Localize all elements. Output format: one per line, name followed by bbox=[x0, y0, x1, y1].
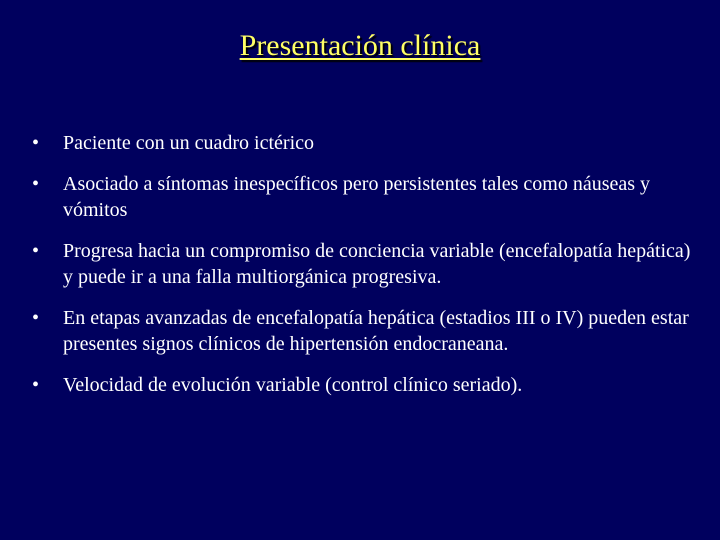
bullet-item bbox=[32, 372, 702, 398]
bullet-list bbox=[32, 130, 702, 413]
bullet-icon: • bbox=[32, 374, 40, 396]
slide-title: Presentación clínica bbox=[239, 29, 481, 62]
bullet-item bbox=[32, 130, 702, 156]
bullet-item bbox=[32, 305, 702, 357]
bullet-icon: • bbox=[32, 132, 40, 154]
bullet-text: En etapas avanzadas de encefalopatía hepática (estadios III o IV) pueden estar presentes signos clínicos de hipertensión endocraneana. bbox=[63, 307, 689, 355]
bullet-text: Paciente con un cuadro ictérico bbox=[63, 132, 314, 154]
bullet-item bbox=[32, 171, 702, 223]
bullet-icon: • bbox=[32, 240, 40, 262]
bullet-text: Progresa hacia un compromiso de conciencia variable (encefalopatía hepática) y puede ir a una falla multiorgánica progresiva. bbox=[63, 240, 691, 288]
bullet-icon: • bbox=[32, 173, 40, 195]
bullet-text: Velocidad de evolución variable (control clínico seriado). bbox=[63, 374, 523, 396]
bullet-item bbox=[32, 238, 702, 290]
bullet-text: Asociado a síntomas inespecíficos pero persistentes tales como náuseas y vómitos bbox=[63, 173, 651, 221]
bullet-icon: • bbox=[32, 307, 40, 329]
